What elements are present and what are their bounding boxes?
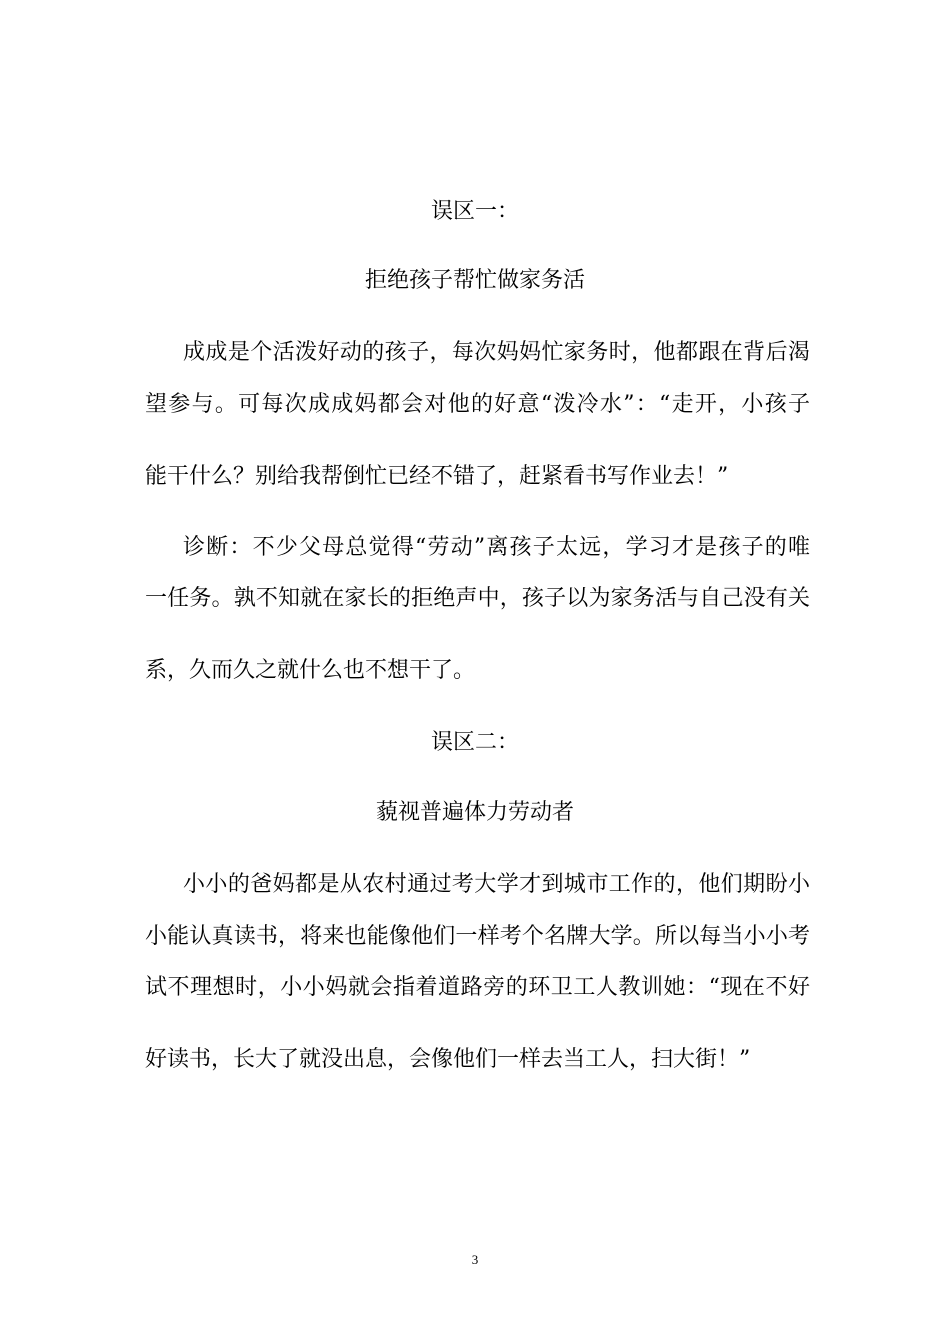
section2-heading: 误区二： xyxy=(430,730,519,755)
section1-diagnosis-line: 诊断：不少父母总觉得“劳动”离孩子太远，学习才是孩子的唯 xyxy=(183,535,810,560)
section2-story-line: 试不理想时，小小妈就会指着道路旁的环卫工人教训她：“现在不好 xyxy=(145,975,810,1000)
section2-title: 藐视普遍体力劳动者 xyxy=(375,800,574,825)
section1-diagnosis-line: 一任务。孰不知就在家长的拒绝声中，孩子以为家务活与自己没有关 xyxy=(145,586,810,611)
section1-story-line: 能干什么？别给我帮倒忙已经不错了，赶紧看书写作业去！” xyxy=(145,464,729,489)
section2-story-line: 小能认真读书，将来也能像他们一样考个名牌大学。所以每当小小考 xyxy=(145,924,810,949)
section2-story-line: 好读书，长大了就没出息，会像他们一样去当工人，扫大街！” xyxy=(145,1047,751,1072)
section2-story-line: 小小的爸妈都是从农村通过考大学才到城市工作的，他们期盼小 xyxy=(183,872,810,897)
section1-heading: 误区一： xyxy=(430,199,519,224)
section1-story-line: 成成是个活泼好动的孩子，每次妈妈忙家务时，他都跟在背后渴 xyxy=(183,340,810,365)
section1-diagnosis-line: 系，久而久之就什么也不想干了。 xyxy=(145,658,476,683)
page-number: 3 xyxy=(471,1252,479,1267)
section1-title: 拒绝孩子帮忙做家务活 xyxy=(364,268,585,293)
section1-story-line: 望参与。可每次成成妈都会对他的好意“泼冷水”：“走开，小孩子 xyxy=(145,392,810,417)
